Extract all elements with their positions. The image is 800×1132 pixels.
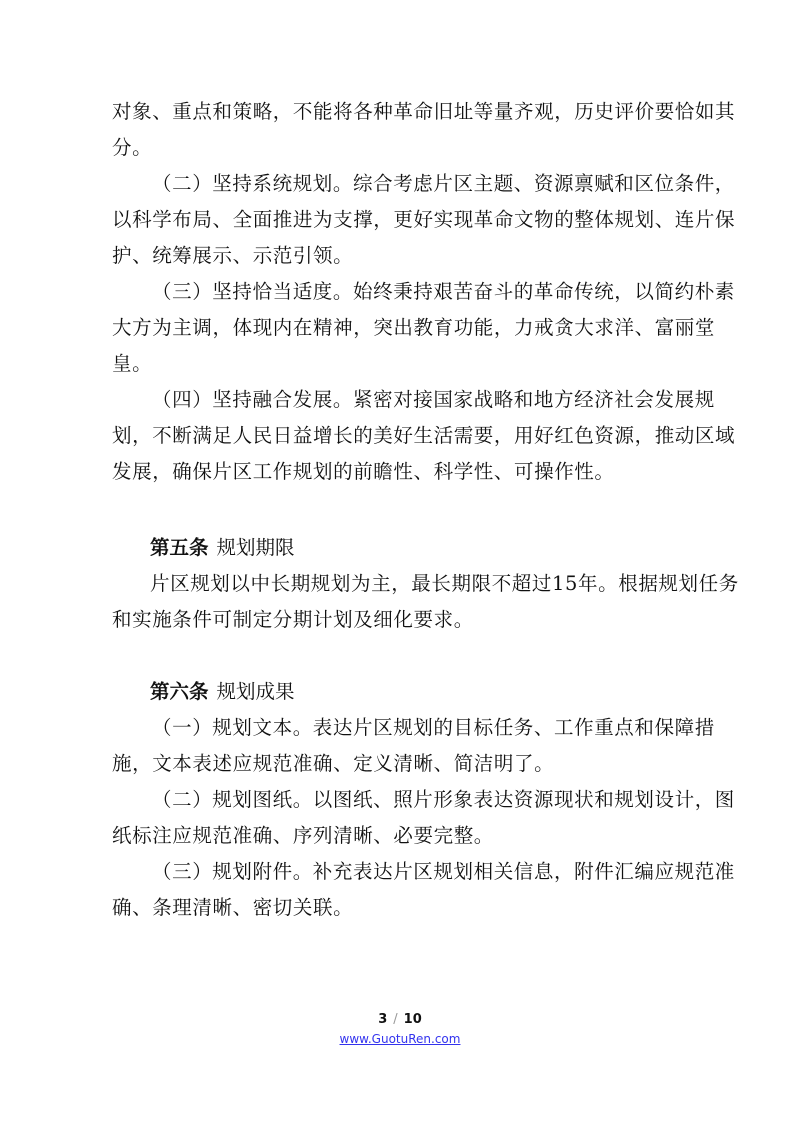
paragraph-line: 护、统筹展示、示范引领。 <box>112 244 354 267</box>
paragraph-line: （一）规划文本。表达片区规划的目标任务、工作重点和保障措 <box>152 716 715 739</box>
paragraph-line: （三）规划附件。补充表达片区规划相关信息，附件汇编应规范准 <box>152 860 735 883</box>
paragraph-line: （二）坚持系统规划。综合考虑片区主题、资源禀赋和区位条件， <box>152 172 735 195</box>
paragraph-line: 和实施条件可制定分期计划及细化要求。 <box>112 608 474 631</box>
paragraph-line: 皇。 <box>112 352 153 375</box>
paragraph-line: 片区规划以中长期规划为主，最长期限不超过15年。根据规划任务 <box>150 572 739 595</box>
page-separator: / <box>393 1012 398 1027</box>
website-link[interactable]: www.GuotuRen.com <box>339 1032 461 1046</box>
paragraph-line: （四）坚持融合发展。紧密对接国家战略和地方经济社会发展规 <box>152 388 715 411</box>
paragraph-line: （三）坚持恰当适度。始终秉持艰苦奋斗的革命传统，以简约朴素 <box>152 280 735 303</box>
paragraph-line: 确、条理清晰、密切关联。 <box>112 896 354 919</box>
article-number: 第五条 <box>150 536 209 559</box>
current-page: 3 <box>378 1012 388 1027</box>
paragraph-line: 发展，确保片区工作规划的前瞻性、科学性、可操作性。 <box>112 460 615 483</box>
paragraph-line: 以科学布局、全面推进为支撑，更好实现革命文物的整体规划、连片保 <box>112 208 736 231</box>
page-number <box>0 1012 800 1027</box>
paragraph-line: 纸标注应规范准确、序列清晰、必要完整。 <box>112 824 494 847</box>
paragraph-line: 划，不断满足人民日益增长的美好生活需要，用好红色资源，推动区域 <box>112 424 736 447</box>
paragraph-line: （二）规划图纸。以图纸、照片形象表达资源现状和规划设计，图 <box>152 788 735 811</box>
article-number: 第六条 <box>150 680 209 703</box>
article-6-heading <box>150 680 295 704</box>
article-title: 规划成果 <box>216 680 295 703</box>
paragraph-line: 分。 <box>112 136 153 159</box>
article-5-heading <box>150 536 295 560</box>
paragraph-line: 对象、重点和策略，不能将各种革命旧址等量齐观，历史评价要恰如其 <box>112 100 736 123</box>
total-pages: 10 <box>403 1012 422 1027</box>
paragraph-line: 大方为主调，体现内在精神，突出教育功能，力戒贪大求洋、富丽堂 <box>112 316 716 339</box>
article-title: 规划期限 <box>216 536 295 559</box>
paragraph-line: 施，文本表述应规范准确、定义清晰、简洁明了。 <box>112 752 555 775</box>
